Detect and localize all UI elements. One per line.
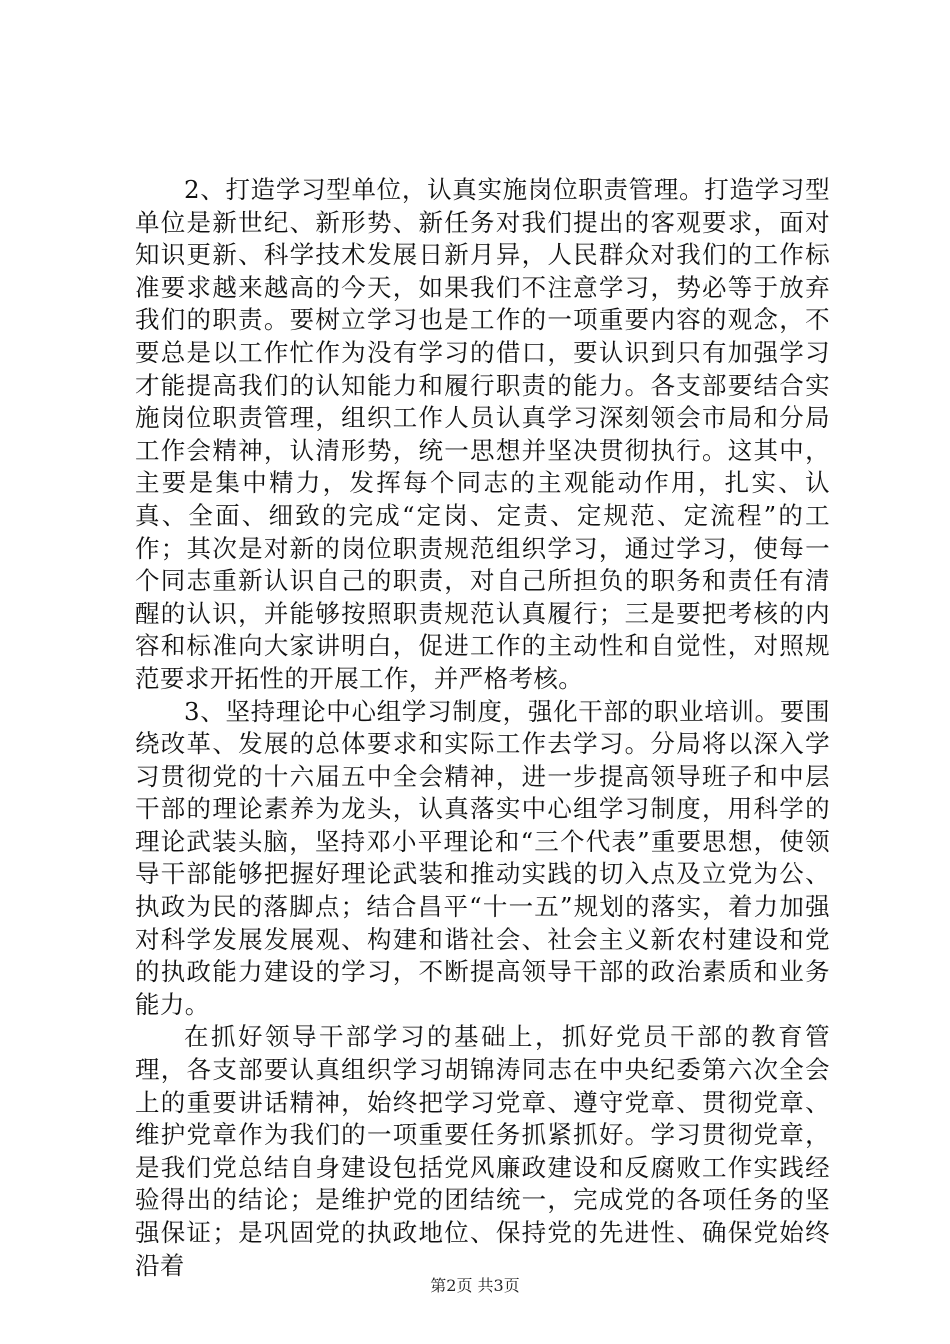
paragraph-learning-unit: 2、打造学习型单位，认真实施岗位职责管理。打造学习型单位是新世纪、新形势、新任务对我们提出的客观要求，面对知识更新、科学技术发展日新月异，人民群众对我们的工作标准要求越来越高的今天，如果我们不注意学习，势必等于放弃我们的职责。要树立学习也是工作的一项重要内容的观念，不要总是以工作忙作为没有学习的借口，要认识到只有加强学习才能提高我们的认知能力和履行职责的能力。各支部要结合实施岗位职责管理，组织工作人员认真学习深刻领会市局和分局工作会精神，认清形势，统一思想并坚决贯彻执行。这其中，主要是集中精力，发挥每个同志的主观能动作用，扎实、认真、全面、细致的完成“定岗、定责、定规范、定流程”的工作；其次是对新的岗位职责规范组织学习，通过学习，使每一个同志重新认识自己的职责，对自己所担负的职务和责任有清醒的认识，并能够按照职责规范认真履行；三是要把考核的内容和标准向大家讲明白，促进工作的主动性和自觉性，对照规范要求开拓性的开展工作，并严格考核。 bbox=[135, 175, 830, 693]
paragraph-theory-study: 3、坚持理论中心组学习制度，强化干部的职业培训。要围绕改革、发展的总体要求和实际工作去学习。分局将以深入学习贯彻党的十六届五中全会精神，进一步提高领导班子和中层干部的理论素养为龙头，认真落实中心组学习制度，用科学的理论武装头脑，坚持邓小平理论和“三个代表”重要思想，使领导干部能够把握好理论武装和推动实践的切入点及立党为公、执政为民的落脚点；结合昌平“十一五”规划的落实，着力加强对科学发展发展观、构建和谐社会、社会主义新农村建设和党的执政能力建设的学习，不断提高领导干部的政治素质和业务能力。 bbox=[135, 696, 830, 1019]
body-text bbox=[135, 174, 830, 1282]
page-footer: 第2页 共3页 bbox=[430, 1276, 520, 1295]
paragraph-party-education: 在抓好领导干部学习的基础上，抓好党员干部的教育管理，各支部要认真组织学习胡锦涛同志在中央纪委第六次全会上的重要讲话精神，始终把学习党章、遵守党章、贯彻党章、维护党章作为我们的一项重要任务抓紧抓好。学习贯彻党章，是我们党总结自身建设包括党风廉政建设和反腐败工作实践经验得出的结论；是维护党的团结统一，完成党的各项任务的坚强保证；是巩固党的执政地位、保持党的先进性、确保党始终沿着 bbox=[135, 1022, 830, 1280]
